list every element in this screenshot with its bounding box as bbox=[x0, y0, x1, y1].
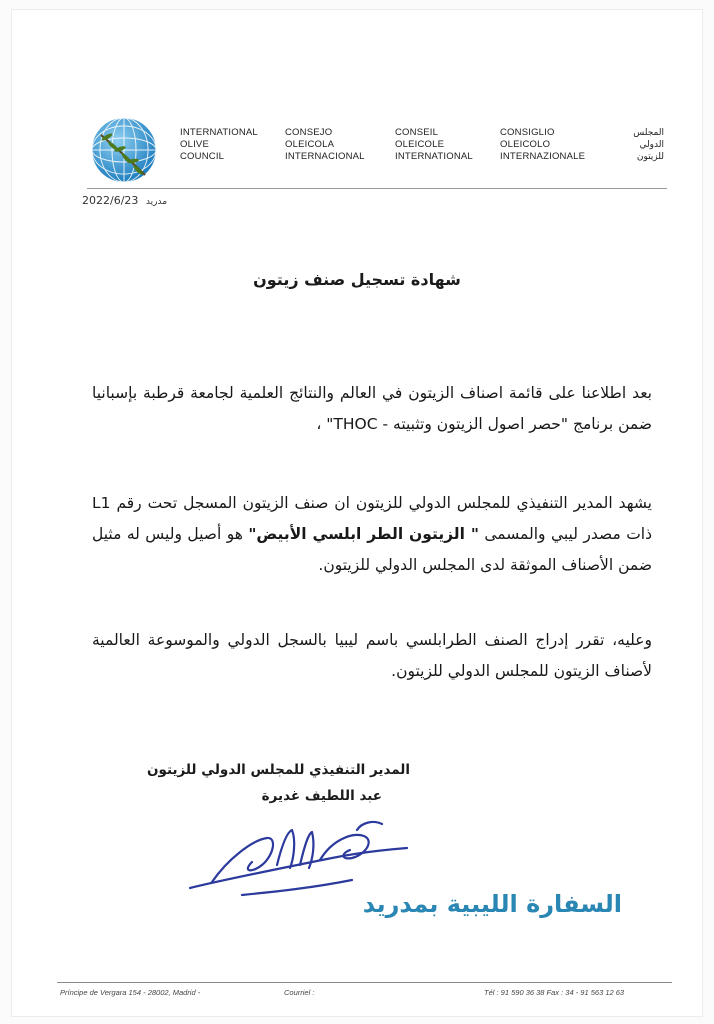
paragraph-intro: بعد اطلاعنا على قائمة اصناف الزيتون في العالم والنتائج العلمية لجامعة قرطبة بإسبانيا ضمن برنامج "حصر اصول الزيتون وتثبيته - THOC" ، bbox=[92, 384, 652, 433]
signatory-title: المدير التنفيذي للمجلس الدولي للزيتون bbox=[146, 762, 410, 778]
certificate-title: شهادة تسجيل صنف زيتون bbox=[253, 270, 461, 289]
document-page bbox=[12, 10, 702, 1016]
footer-divider bbox=[57, 982, 672, 983]
header-arabic: المجلس الدولي للزيتون bbox=[633, 128, 664, 162]
certification-text-end: هو أصيل وليس له مثيل ضمن الأصناف الموثقة لدى المجلس الدولي للزيتون. bbox=[92, 525, 652, 574]
paragraph-certification bbox=[92, 488, 652, 581]
footer-address: Príncipe de Vergara 154 - 28002, Madrid - bbox=[60, 988, 201, 997]
header-italian: CONSIGLIO OLEICOLO INTERNAZIONALE bbox=[500, 127, 586, 162]
variety-name: " الزيتون الطر ابلسي الأبيض" bbox=[248, 525, 479, 543]
globe-olive-branch-icon bbox=[87, 113, 162, 188]
header-english: INTERNATIONAL OLIVE COUNCIL bbox=[180, 127, 258, 162]
date-city: مدريد bbox=[145, 197, 168, 207]
footer-email: Courriel : bbox=[284, 988, 315, 997]
header-divider bbox=[87, 188, 667, 189]
header-spanish: CONSEJO OLEICOLA INTERNACIONAL bbox=[285, 127, 365, 162]
document-date bbox=[82, 194, 167, 207]
date-value: 2022/6/23 bbox=[82, 194, 139, 207]
header-french: CONSEIL OLEICOLE INTERNATIONAL bbox=[395, 127, 473, 162]
paragraph-decision: وعليه، تقرر إدراج الصنف الطرابلسي باسم ليبيا بالسجل الدولي والموسوعة العالمية لأصناف الزيتون للمجلس الدولي للزيتون. bbox=[92, 631, 652, 680]
embassy-watermark: السفارة الليبية بمدريد bbox=[362, 890, 622, 918]
signatory-name: عبد اللطيف غديرة bbox=[261, 788, 382, 804]
certification-text-start: يشهد المدير التنفيذي للمجلس الدولي للزيتون ان صنف الزيتون المسجل تحت رقم L1 ذات مصدر ليبي والمسمى bbox=[92, 494, 652, 543]
footer-phone: Tél : 91 590 36 38 Fax : 34 - 91 563 12 63 bbox=[484, 988, 625, 997]
